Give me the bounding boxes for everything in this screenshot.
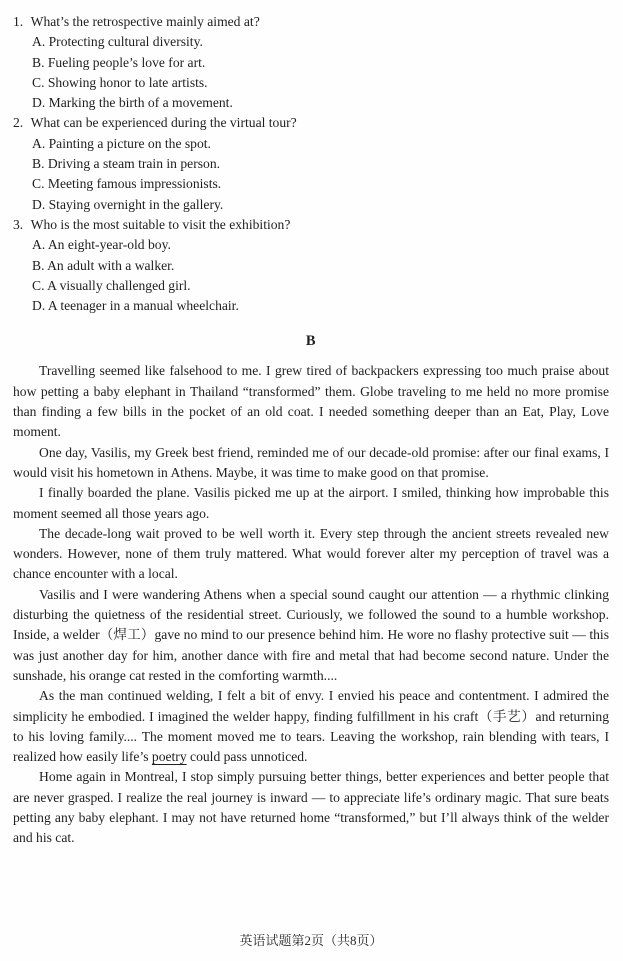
question-3-line <box>13 215 609 235</box>
question-text: What can be experienced during the virtual tour? <box>30 115 297 131</box>
passage-paragraph-1: Travelling seemed like falsehood to me. I grew tired of backpackers expressing too much praise about how petting a baby elephant in Thailand “transformed” them. Globe traveling to me held no more promise than finding a few bills in the pocket of an old coat. I needed something deeper than an Eat, Play, Love moment. <box>13 363 609 440</box>
paragraph-6-text-start: As the man continued welding, I felt a bit of envy. I envied his peace and contentment. I admired the simplicity he embodied. I imagined the welder happy, finding fulfillment in his craft（手艺）and returning to his loving family.... The moment moved me to tears. Leaving the workshop, rain blending with tears, I realized how easily life’s <box>13 688 609 765</box>
question-1-option-b: B. Fueling people’s love for art. <box>32 54 206 70</box>
passage-paragraph-4: The decade-long wait proved to be well worth it. Every step through the ancient streets revealed new wonders. However, none of them truly mattered. What would forever alter my perception of travel was a chance encounter with a local. <box>13 525 609 582</box>
question-number: 1. <box>13 14 24 29</box>
question-1 <box>13 12 609 113</box>
question-number: 3. <box>13 216 24 232</box>
question-3-option-a: A. An eight-year-old boy. <box>32 237 171 253</box>
question-2 <box>13 113 609 214</box>
question-3-option-b: B. An adult with a walker. <box>32 257 175 273</box>
question-block <box>13 12 609 316</box>
question-2-option-d: D. Staying overnight in the gallery. <box>32 196 224 212</box>
question-1-option-c: C. Showing honor to late artists. <box>32 74 208 90</box>
reading-passage <box>13 361 609 848</box>
passage-paragraph-3: I finally boarded the plane. Vasilis picked me up at the airport. I smiled, thinking how improbable this moment seemed all those years ago. <box>13 485 609 521</box>
passage-paragraph-7: Home again in Montreal, I stop simply pursuing better things, better experiences and better people that are never grasped. I realize the real journey is inward — to appreciate life’s ordinary magic. That sure beats petting any baby elephant. I may not have returned home “transformed,” but I’ll always think of the welder and his cat. <box>13 769 609 846</box>
question-1-option-a: A. Protecting cultural diversity. <box>32 34 203 50</box>
question-text: Who is the most suitable to visit the exhibition? <box>30 216 291 232</box>
question-number: 2. <box>13 115 24 131</box>
underlined-word-poetry: poetry <box>151 749 187 765</box>
passage-paragraph-2: One day, Vasilis, my Greek best friend, reminded me of our decade-old promise: after our final exams, I would visit his hometown in Athens. Maybe, it was time to make good on that promise. <box>13 444 609 480</box>
question-1-line <box>13 12 609 32</box>
passage-paragraph-6 <box>13 686 609 767</box>
question-2-option-a: A. Painting a picture on the spot. <box>32 135 211 151</box>
question-1-option-d: D. Marking the birth of a movement. <box>32 95 233 111</box>
question-text: What’s the retrospective mainly aimed at? <box>30 14 260 29</box>
question-3-option-c: C. A visually challenged girl. <box>32 277 191 293</box>
passage-paragraph-5: Vasilis and I were wandering Athens when a special sound caught our attention — a rhythmic clinking disturbing the quietness of the residential street. Curiously, we followed the sound to a humble workshop. Inside, a welder（焊工）gave no mind to our presence behind him. He wore no flashy protective suit — this was just another day for him, another dance with fire and metal that had become second nature. Under the sunshade, his orange cat rested in the comforting warmth.... <box>13 586 609 683</box>
question-2-option-b: B. Driving a steam train in person. <box>32 156 221 172</box>
section-label: B <box>305 333 317 350</box>
paragraph-6-text-end: could pass unnoticed. <box>186 749 308 765</box>
question-3 <box>13 215 609 316</box>
question-2-option-c: C. Meeting famous impressionists. <box>32 176 222 192</box>
question-3-option-d: D. A teenager in a manual wheelchair. <box>32 298 239 314</box>
question-2-line <box>13 113 609 133</box>
page-footer: 英语试题第2页（共8页） <box>239 933 383 948</box>
